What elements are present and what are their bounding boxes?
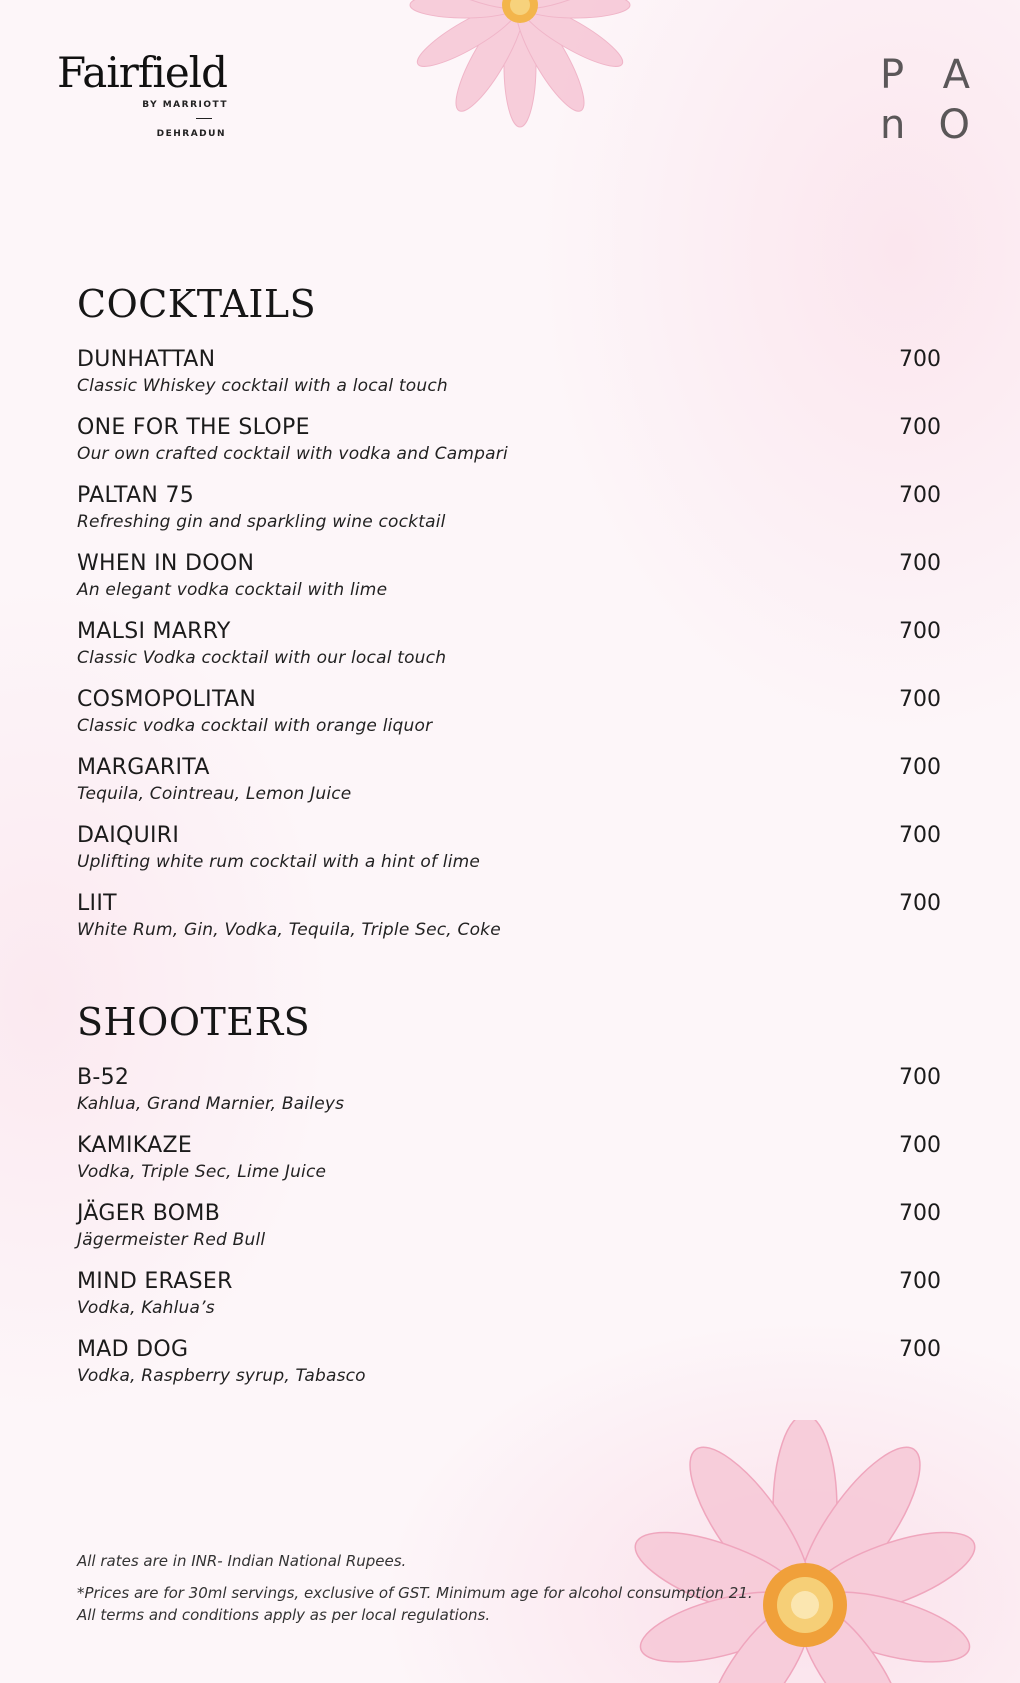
item-price: 700 <box>899 1269 941 1294</box>
item-price: 700 <box>899 687 941 712</box>
menu-item <box>77 347 941 407</box>
item-name: COSMOPOLITAN <box>77 687 257 712</box>
menu-item <box>77 483 941 543</box>
item-name: LIIT <box>77 891 117 916</box>
item-description: Refreshing gin and sparkling wine cocktail <box>77 512 446 532</box>
footnote-terms: All terms and conditions apply as per local regulations. <box>77 1606 491 1624</box>
pano-letter-a: A <box>942 52 970 98</box>
pano-logo <box>880 50 970 150</box>
item-price: 700 <box>899 347 941 372</box>
menu-item <box>77 1337 941 1397</box>
item-price: 700 <box>899 483 941 508</box>
bottom-flower-icon <box>600 1420 1020 1683</box>
footnote-currency: All rates are in INR- Indian National Rupees. <box>77 1552 407 1570</box>
item-description: Uplifting white rum cocktail with a hint of lime <box>77 852 481 872</box>
logo-sub-text: BY MARRIOTT <box>142 100 228 110</box>
footnote-pricing: *Prices are for 30ml servings, exclusive of GST. Minimum age for alcohol consumption 21. <box>77 1584 753 1602</box>
menu-item <box>77 1065 941 1125</box>
item-description: An elegant vodka cocktail with lime <box>77 580 388 600</box>
item-description: Classic vodka cocktail with orange liquor <box>77 716 433 736</box>
item-name: JÄGER BOMB <box>77 1201 221 1226</box>
item-description: Our own crafted cocktail with vodka and Campari <box>77 444 508 464</box>
item-name: DAIQUIRI <box>77 823 180 848</box>
pano-letter-p: P <box>880 52 905 98</box>
item-description: Jägermeister Red Bull <box>77 1230 266 1250</box>
item-price: 700 <box>899 619 941 644</box>
menu-item <box>77 1269 941 1329</box>
logo-divider <box>196 118 212 119</box>
pano-logo-row-2 <box>880 100 970 150</box>
cocktails-heading: COCKTAILS <box>77 282 317 326</box>
menu-item <box>77 1133 941 1193</box>
pano-letter-n: n <box>880 102 906 148</box>
item-name: MAD DOG <box>77 1337 189 1362</box>
item-price: 700 <box>899 551 941 576</box>
item-name: B-52 <box>77 1065 130 1090</box>
item-description: Vodka, Raspberry syrup, Tabasco <box>77 1366 366 1386</box>
logo-main-text: Fairfield <box>57 48 227 97</box>
item-price: 700 <box>899 891 941 916</box>
item-name: KAMIKAZE <box>77 1133 193 1158</box>
menu-item <box>77 551 941 611</box>
menu-item <box>77 1201 941 1261</box>
menu-item <box>77 823 941 883</box>
menu-item <box>77 755 941 815</box>
menu-item <box>77 891 941 951</box>
logo-city-text: DEHRADUN <box>156 129 226 139</box>
item-price: 700 <box>899 1133 941 1158</box>
item-price: 700 <box>899 755 941 780</box>
item-name: MIND ERASER <box>77 1269 233 1294</box>
item-name: MARGARITA <box>77 755 210 780</box>
item-name: PALTAN 75 <box>77 483 195 508</box>
item-price: 700 <box>899 1201 941 1226</box>
item-name: WHEN IN DOON <box>77 551 255 576</box>
item-description: Vodka, Triple Sec, Lime Juice <box>77 1162 327 1182</box>
item-name: ONE FOR THE SLOPE <box>77 415 310 440</box>
pano-letter-o: O <box>938 102 970 148</box>
shooters-heading: SHOOTERS <box>77 1000 311 1044</box>
item-price: 700 <box>899 1065 941 1090</box>
item-description: Kahlua, Grand Marnier, Baileys <box>77 1094 345 1114</box>
pano-logo-row-1 <box>880 50 970 100</box>
menu-item <box>77 687 941 747</box>
menu-item <box>77 415 941 475</box>
item-price: 700 <box>899 823 941 848</box>
item-description: Classic Vodka cocktail with our local touch <box>77 648 447 668</box>
item-price: 700 <box>899 1337 941 1362</box>
item-description: Tequila, Cointreau, Lemon Juice <box>77 784 352 804</box>
item-price: 700 <box>899 415 941 440</box>
item-description: Vodka, Kahlua’s <box>77 1298 215 1318</box>
item-description: Classic Whiskey cocktail with a local touch <box>77 376 448 396</box>
top-flower-icon <box>380 0 680 130</box>
item-name: DUNHATTAN <box>77 347 216 372</box>
item-description: White Rum, Gin, Vodka, Tequila, Triple Sec, Coke <box>77 920 501 940</box>
menu-item <box>77 619 941 679</box>
fairfield-logo <box>52 48 232 139</box>
item-name: MALSI MARRY <box>77 619 231 644</box>
